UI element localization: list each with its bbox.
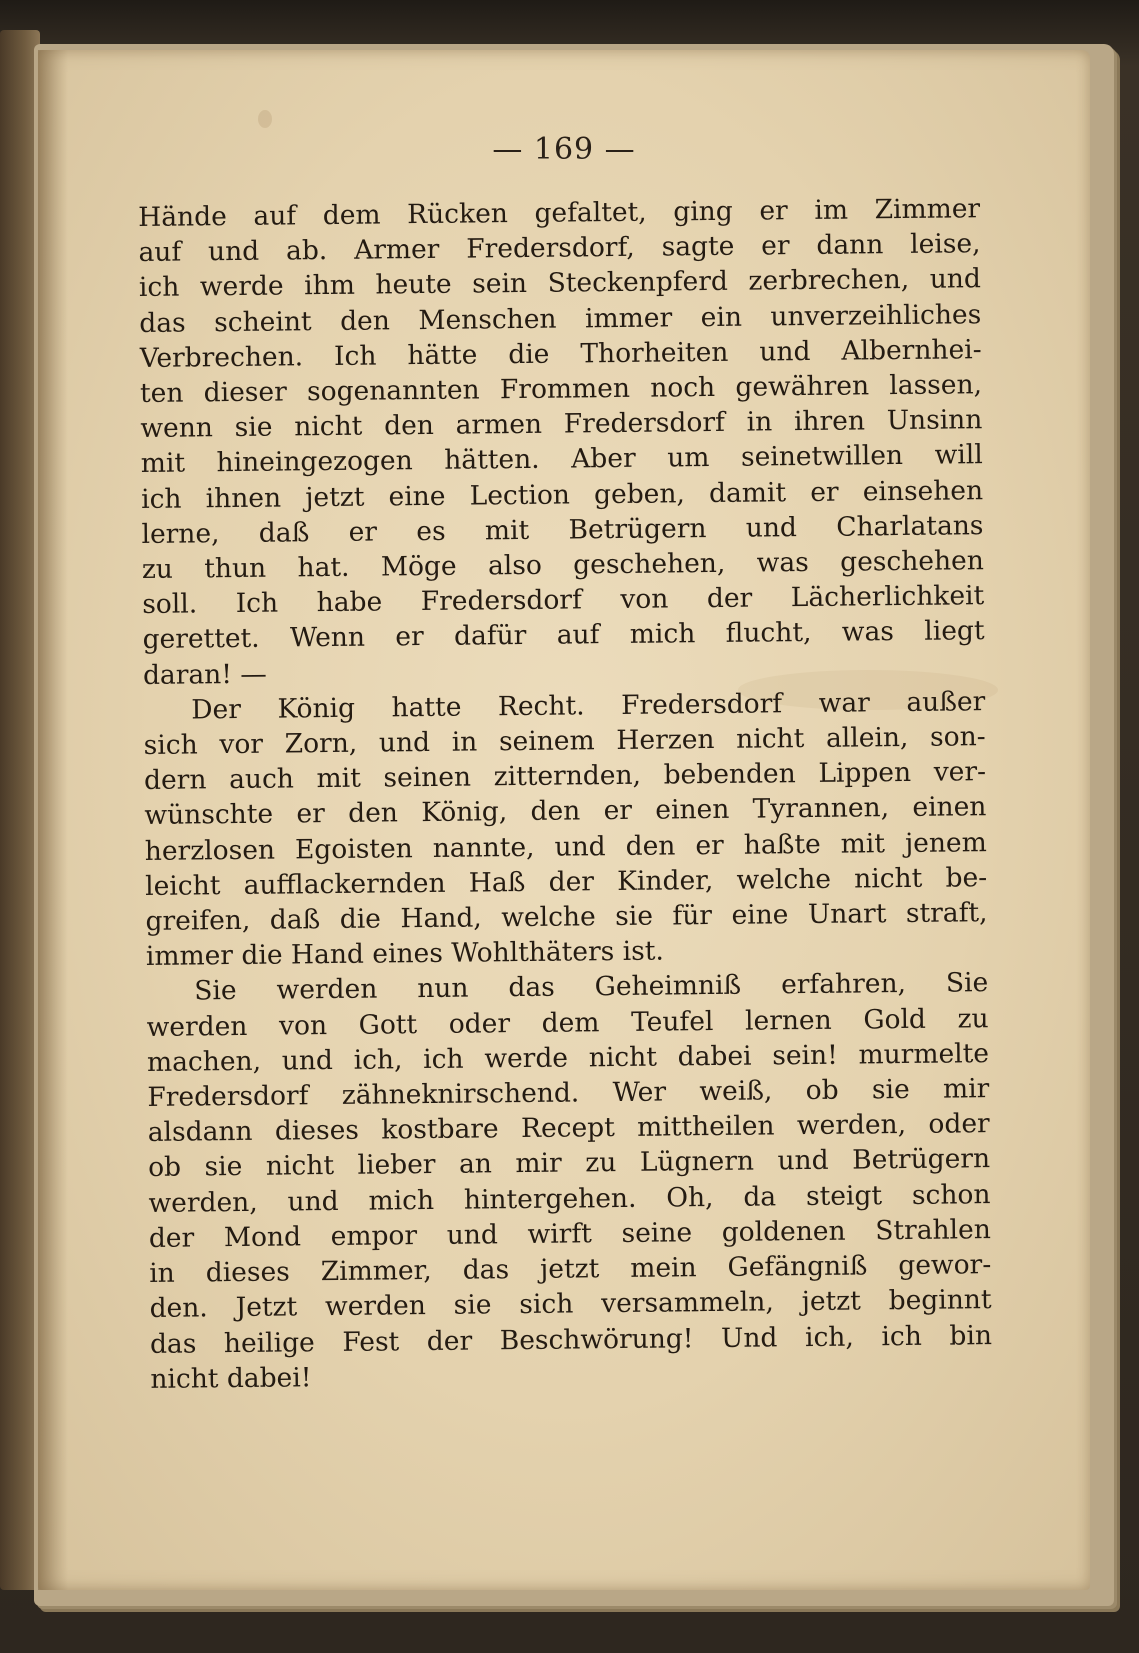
page-stain xyxy=(258,110,272,128)
text-line: greifen, daß die Hand, welche sie für eine Unart straft, xyxy=(145,897,988,938)
text-line: alsdann dieses kostbare Recept mittheilen werden, oder xyxy=(147,1108,990,1149)
text-line: machen, und ich, ich werde nicht dabei sein! murmelte xyxy=(146,1038,990,1078)
text-line: leicht aufflackernden Haß der Kinder, welche nicht be- xyxy=(145,862,988,902)
text-line: immer die Hand eines Wohlthäters ist. xyxy=(145,935,665,973)
text-line: sich vor Zorn, und in seinem Herzen nicht allein, son- xyxy=(143,721,986,762)
text-line: zu thun hat. Möge also geschehen, was geschehen xyxy=(141,545,984,586)
text-line: Fredersdorf zähneknirschend. Wer weiß, ob sie mir xyxy=(147,1073,990,1114)
text-line: in dieses Zimmer, das jetzt mein Gefängniß gewor- xyxy=(149,1249,992,1290)
text-line: werden, und mich hintergehen. Oh, da steigt schon xyxy=(148,1178,991,1219)
text-line: soll. Ich habe Fredersdorf von der Lächerlichkeit xyxy=(142,580,985,621)
text-line: auf und ab. Armer Fredersdorf, sagte er dann leise, xyxy=(138,228,981,269)
text-line: Hände auf dem Rücken gefaltet, ging er im Zimmer xyxy=(138,193,981,233)
book-page xyxy=(38,50,1090,1590)
text-line: das heilige Fest der Beschwörung! Und ich, ich bin xyxy=(149,1319,993,1360)
text-line: ich werde ihm heute sein Steckenpferd zerbrechen, und xyxy=(138,263,982,304)
text-line: Verbrechen. Ich hätte die Thorheiten und Albernhei- xyxy=(139,333,982,374)
text-line: daran! — xyxy=(142,658,268,691)
text-line: ich ihnen jetzt eine Lection geben, damit er einsehen xyxy=(140,474,984,515)
text-line: ten dieser sogenannten Frommen noch gewähren lassen, xyxy=(139,369,983,410)
text-line: werden von Gott oder dem Teufel lernen Gold zu xyxy=(146,1002,989,1043)
text-line: den. Jetzt werden sie sich versammeln, jetzt beginnt xyxy=(149,1284,992,1325)
spine-shadow xyxy=(38,50,68,1590)
text-line: Der König hatte Recht. Fredersdorf war außer xyxy=(191,685,986,726)
text-line: wenn sie nicht den armen Fredersdorf in ihren Unsinn xyxy=(140,404,983,445)
page-body-text xyxy=(138,191,992,1397)
text-line: herzlosen Egoisten nannte, und den er haßte mit jenem xyxy=(144,826,987,867)
page-number: — 169 — xyxy=(492,132,636,167)
text-line: der Mond empor und wirft seine goldenen Strahlen xyxy=(148,1214,991,1254)
text-line: nicht dabei! xyxy=(150,1361,312,1395)
text-line: gerettet. Wenn er dafür auf mich flucht, was liegt xyxy=(142,615,985,656)
text-line: dern auch mit seinen zitternden, bebenden Lippen ver- xyxy=(143,756,987,797)
text-line: Sie werden nun das Geheimniß erfahren, Sie xyxy=(194,967,989,1007)
text-line: lerne, daß er es mit Betrügern und Charlatans xyxy=(141,509,984,550)
text-line: das scheint den Menschen immer ein unverzeihliches xyxy=(139,298,982,339)
text-line: wünschte er den König, den er einen Tyrannen, einen xyxy=(144,791,987,832)
text-line: mit hineingezogen hätten. Aber um seinetwillen will xyxy=(140,439,983,480)
text-line: ob sie nicht lieber an mir zu Lügnern und Betrügern xyxy=(147,1143,991,1184)
